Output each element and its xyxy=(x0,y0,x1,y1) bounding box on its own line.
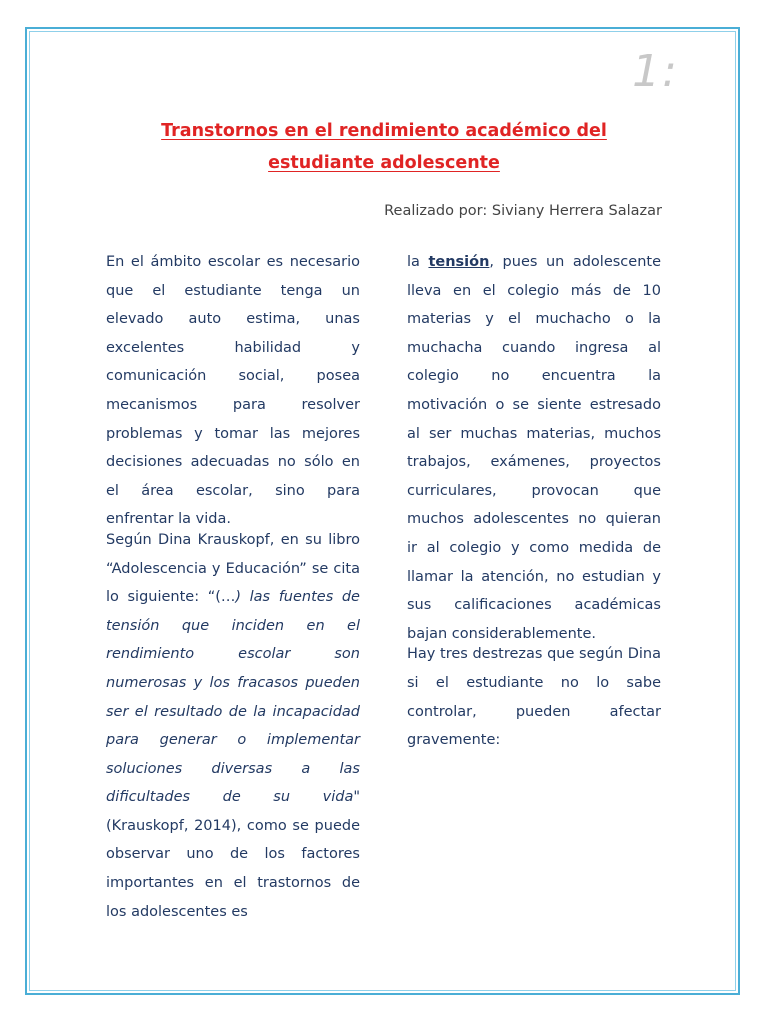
paragraph-intro: En el ámbito escolar es necesario que el estudiante tenga un elevado auto estima, unas excelentes habilidad y comunicación social, posea mecanismos para resolver problemas y tomar las mejores decisiones adecuadas no sólo en el área escolar, sino para enfrentar la vida. xyxy=(106,254,360,528)
tension-lead: la xyxy=(407,254,429,270)
page-number: 1: xyxy=(632,46,679,97)
keyword-tension: tensión xyxy=(428,254,490,270)
citation-lead: Según Dina Krauskopf, en su libro “Adolescencia y Educación” se cita lo siguiente: “(… xyxy=(106,531,360,606)
left-column xyxy=(106,248,360,926)
right-column xyxy=(407,248,661,755)
paragraph-tension xyxy=(407,248,661,648)
paragraph-skills: Hay tres destrezas que según Dina si el estudiante no lo sabe controlar, pueden afectar gravemente: xyxy=(407,646,661,749)
citation-quote: ) las fuentes de tensión que inciden en el rendimiento escolar son numerosas y los fracasos pueden ser el resultado de la incapacidad para generar o implementar soluciones diversas a las dificultades de su vida" xyxy=(106,589,360,806)
tension-body: , pues un adolescente lleva en el colegio más de 10 materias y el muchacho o la muchacha cuando ingresa al colegio no encuentra la motivación o se siente estresado al ser muchas materias, muchos trabajos, exámenes, proyectos curriculares, provocan que muchos adolescentes no quieran ir al colegio y como medida de llamar la atención, no estudian y sus calificaciones académicas bajan considerablemente. xyxy=(407,254,661,642)
title-line-2: estudiante adolescente xyxy=(268,153,500,173)
citation-tail: (Krauskopf, 2014), como se puede observar uno de los factores importantes en el trastornos de los adolescentes es xyxy=(106,817,360,920)
document-title xyxy=(100,115,668,179)
author-line: Realizado por: Siviany Herrera Salazar xyxy=(384,203,662,219)
paragraph-citation xyxy=(106,526,360,926)
title-line-1: Transtornos en el rendimiento académico del xyxy=(161,121,607,141)
